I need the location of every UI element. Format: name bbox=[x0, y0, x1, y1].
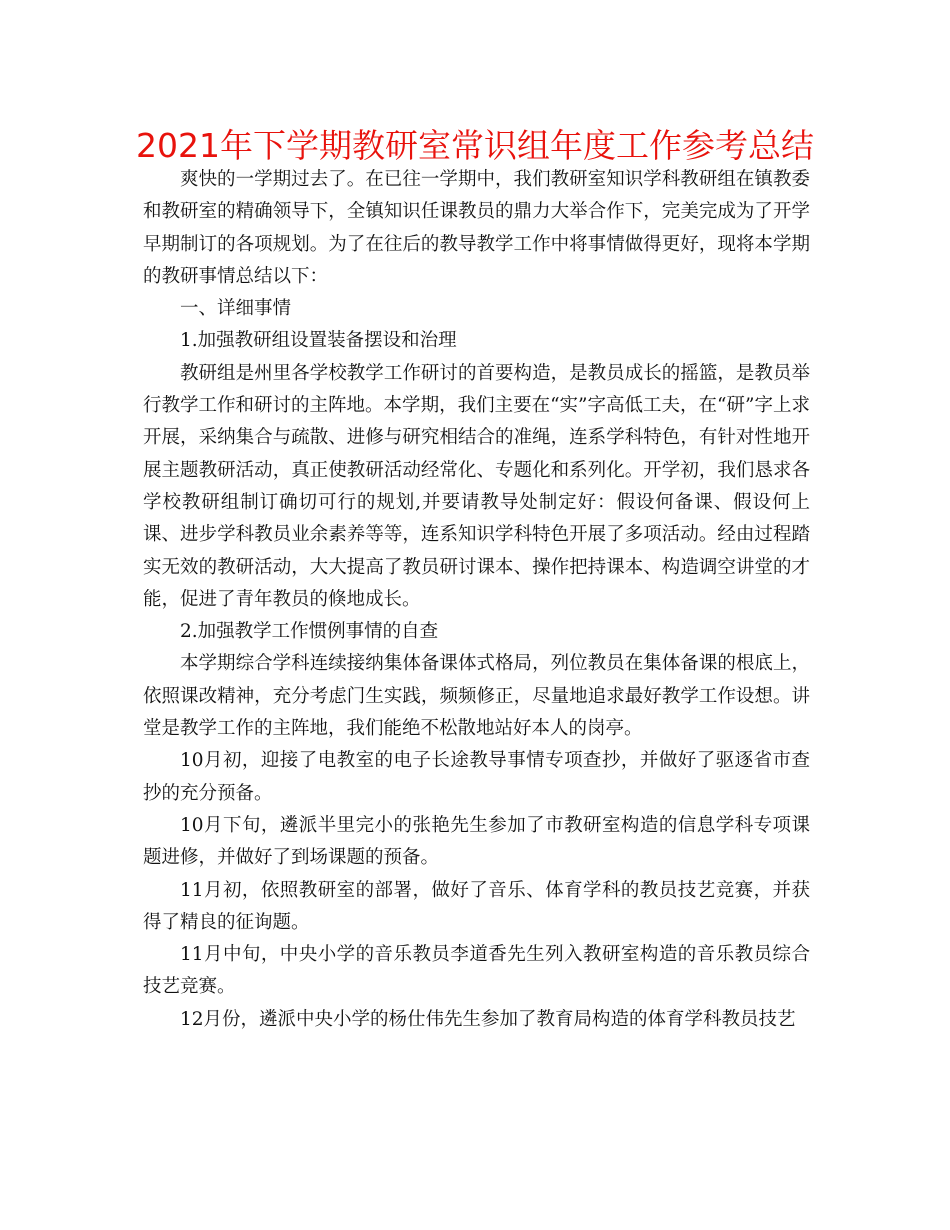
section-heading-details: 一、详细事情 bbox=[180, 298, 292, 320]
document-title: 2021年下学期教研室常识组年度工作参考总结 bbox=[136, 126, 814, 165]
paragraph-october-late: 10月下旬，遴派半里完小的张艳先生参加了市教研室构造的信息学科专项课题进修，并做好了到场课题的预备。 bbox=[143, 814, 810, 869]
paragraph-teaching-groups: 教研组是州里各学校教学工作研讨的首要构造，是教员成长的摇篮，是教员举行教学工作和研讨的主阵地。本学期，我们主要在“实”字高低工夫，在“研”字上求开展，采纳集合与疏散、进修与研究相结合的准绳，连系学科特色，有针对性地开展主题教研活动，真正使教研活动经常化、专题化和系列化。开学初，我们恳求各学校教研组制订确切可行的规划,并要请教导处制定好：假设何备课、假设何上课、进步学科教员业余素养等等，连系知识学科特色开展了多项活动。经由过程踏实无效的教研活动，大大提高了教员研讨课本、操作把持课本、构造调空讲堂的才能，促进了青年教员的倏地成长。 bbox=[143, 362, 810, 610]
paragraph-november-mid: 11月中旬，中央小学的音乐教员李道香先生列入教研室构造的音乐教员综合技艺竞赛。 bbox=[143, 944, 810, 998]
paragraph-november-early: 11月初，依照教研室的部署，做好了音乐、体育学科的教员技艺竞赛，并获得了精良的征询题。 bbox=[143, 879, 810, 933]
paragraph-collective-lesson-prep: 本学期综合学科连续接纳集体备课体式格局，列位教员在集体备课的根底上，依照课改精神，充分考虑门生实践，频频修正，尽量地追求最好教学工作设想。讲堂是教学工作的主阵地，我们能绝不松散地站好本人的岗亭。 bbox=[143, 653, 810, 740]
document-body bbox=[143, 164, 810, 1036]
paragraph-intro: 爽快的一学期过去了。在已往一学期中，我们教研室知识学科教研组在镇教委和教研室的精确领导下，全镇知识任课教员的鼎力大举合作下，完美完成为了开学早期制订的各项规划。为了在往后的教导教学工作中将事情做得更好，现将本学期的教研事情总结以下： bbox=[143, 169, 810, 287]
paragraph-december: 12月份，遴派中央小学的杨仕伟先生参加了教育局构造的体育学科教员技艺 bbox=[180, 1008, 796, 1030]
subheading-1: 1.加强教研组设置装备摆设和治理 bbox=[180, 330, 457, 352]
paragraph-october-early: 10月初，迎接了电教室的电子长途教导事情专项查抄，并做好了驱逐省市查抄的充分预备。 bbox=[143, 750, 810, 804]
subheading-2: 2.加强教学工作惯例事情的自查 bbox=[180, 621, 439, 643]
